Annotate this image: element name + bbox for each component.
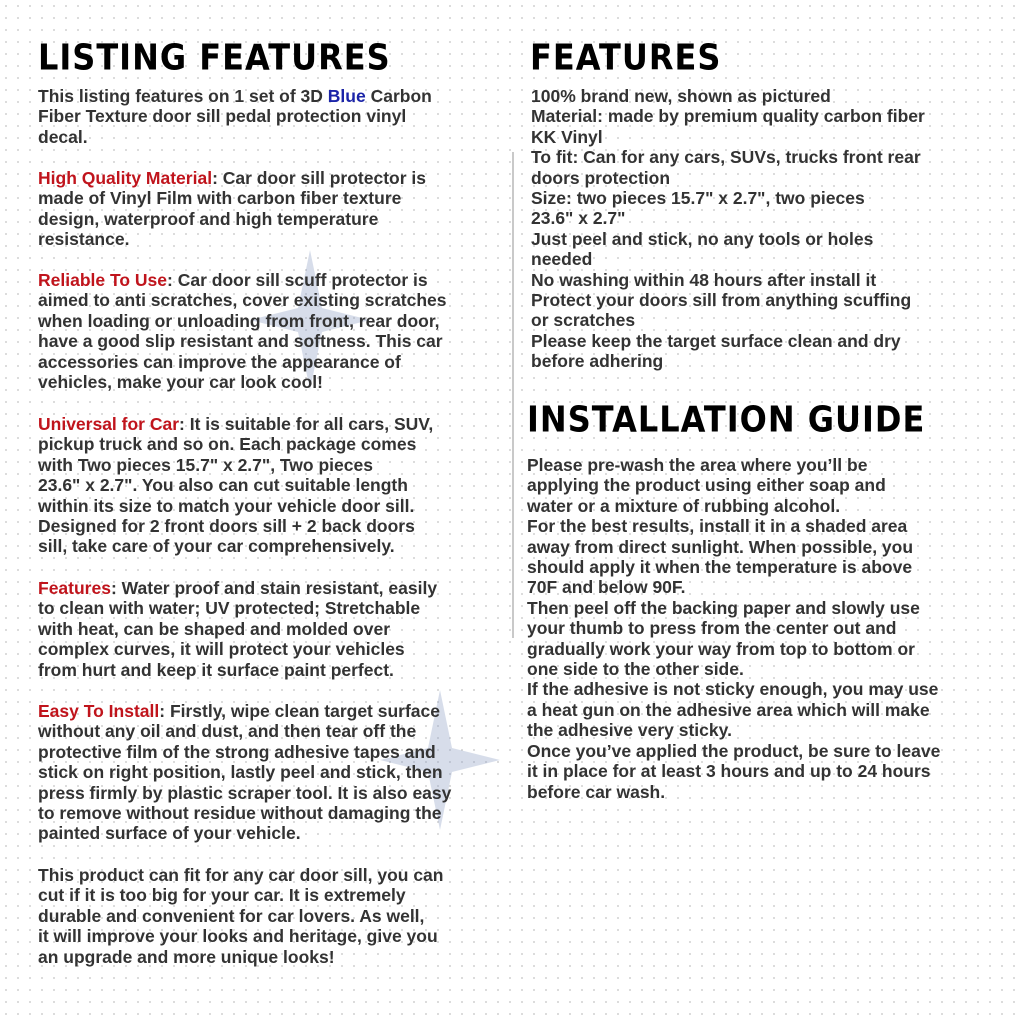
feature-line: No washing within 48 hours after install it: [531, 269, 877, 290]
feature-line: Protect your doors sill from anything scuffing or scratches: [531, 290, 912, 331]
column-divider: [512, 152, 514, 638]
listing-features-heading: LISTING FEATURES: [38, 36, 391, 79]
feature-line: 100% brand new, shown as pictured: [531, 86, 831, 106]
section-title: Reliable To Use: [38, 270, 168, 290]
section-reliable-to-use: Reliable To Use: Car door sill scuff protector is aimed to anti scratches, cover existing scratches when loading or unloading from front, rear door, have a good slip resistant and softness. This car accessories can improve the appearance of vehicles, make your car look cool!: [38, 270, 447, 393]
features-heading: FEATURES: [530, 36, 722, 79]
features-list: [531, 86, 997, 372]
section-universal-for-car: Universal for Car: It is suitable for all cars, SUV, pickup truck and so on. Each package comes with Two pieces 15.7" x 2.7", Two pieces 23.6" x 2.7". You also can cut suitable length within its size to match your vehicle door sill. Designed for 2 front doors sill + 2 back doors sill, take care of your car comprehensively.: [38, 414, 434, 557]
section-title: Universal for Car: [38, 414, 180, 434]
installation-steps: [527, 455, 997, 802]
section-high-quality-material: High Quality Material: Car door sill protector is made of Vinyl Film with carbon fiber texture design, waterproof and high temperature resistance.: [38, 168, 426, 250]
section-title: Easy To Install: [38, 701, 160, 721]
feature-line: Material: made by premium quality carbon fiber KK Vinyl: [531, 106, 925, 147]
install-step: Then peel off the backing paper and slowly use your thumb to press from the center out and gradually work your way from top to bottom or one side to the other side.: [527, 597, 920, 680]
section-title: High Quality Material: [38, 168, 213, 188]
section-title: Features: [38, 578, 111, 598]
feature-line: Please keep the target surface clean and dry before adhering: [531, 330, 901, 372]
feature-line: To fit: Can for any cars, SUVs, trucks front rear doors protection: [531, 147, 921, 188]
feature-line: Just peel and stick, no any tools or holes needed: [531, 228, 874, 270]
intro-paragraph: This listing features on 1 set of 3D Blue Carbon Fiber Texture door sill pedal protection vinyl decal.: [38, 86, 432, 147]
installation-guide-heading: INSTALLATION GUIDE: [527, 398, 926, 441]
closing-paragraph: This product can fit for any car door sill, you can cut if it is too big for your car. It is extremely durable and convenient for car lovers. As well, it will improve your looks and heritage, give you an upgrade and more unique looks!: [38, 865, 444, 967]
install-step: If the adhesive is not sticky enough, you may use a heat gun on the adhesive area which will make the adhesive very sticky.: [527, 679, 939, 741]
install-step: Once you’ve applied the product, be sure to leave it in place for at least 3 hours and up to 24 hours before car wash.: [527, 740, 941, 802]
feature-line: Size: two pieces 15.7" x 2.7", two pieces 23.6" x 2.7": [531, 188, 865, 229]
install-step: Please pre-wash the area where you’ll be applying the product using either soap and water or a mixture of rubbing alcohol.: [527, 455, 886, 516]
install-step: For the best results, install it in a shaded area away from direct sunlight. When possible, you should apply it when the temperature is above 70F and below 90F.: [527, 516, 914, 598]
section-easy-to-install: Easy To Install: Firstly, wipe clean target surface without any oil and dust, and then tear off the protective film of the strong adhesive tapes and stick on right position, lastly peel and stick, then press firmly by plastic scraper tool. It is also easy to remove without residue without damaging the painted surface of your vehicle.: [38, 701, 452, 844]
section-features: Features: Water proof and stain resistant, easily to clean with water; UV protected; Stretchable with heat, can be shaped and molded over complex curves, it will protect your vehicles from hurt and keep it surface paint perfect.: [38, 578, 438, 680]
blue-color-word: Blue: [327, 86, 366, 106]
